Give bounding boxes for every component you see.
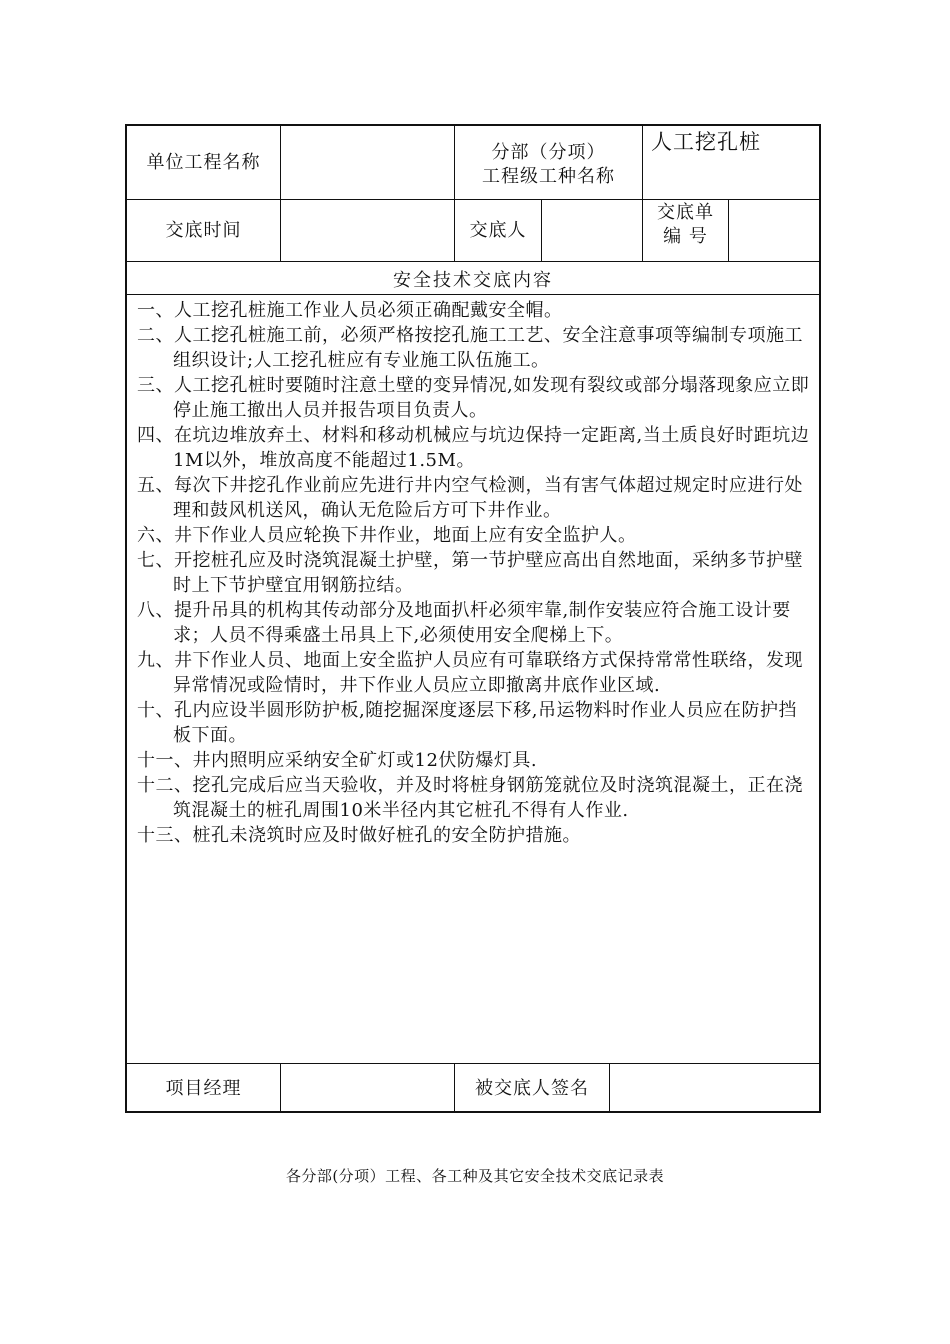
- row-divider: [127, 261, 819, 262]
- project-manager-field[interactable]: [281, 1064, 454, 1113]
- list-item: 五、每次下井挖孔作业前应先进行井内空气检测，当有害气体超过规定时应进行处理和鼓风机送风，确认无危险后方可下井作业。: [137, 475, 803, 521]
- list-item: 八、提升吊具的机构其传动部分及地面扒杆必须牢靠,制作安装应符合施工设计要求；人员不得乘盛土吊具上下,必须使用安全爬梯上下。: [137, 600, 791, 646]
- briefing-content: [137, 298, 811, 848]
- briefing-time-field[interactable]: [281, 200, 454, 261]
- briefing-time-label: 交底时间: [165, 219, 242, 241]
- form-no-label: [643, 200, 728, 251]
- list-item: 六、井下作业人员应轮换下井作业，地面上应有安全监护人。: [137, 525, 637, 546]
- list-item: 十三、桩孔未浇筑时应及时做好桩孔的安全防护措施。: [137, 825, 581, 846]
- briefer-label: 交底人: [469, 219, 527, 241]
- list-item: 二、人工挖孔桩施工前，必须严格按挖孔施工工艺、安全注意事项等编制专项施工组织设计;人工挖孔桩应有专业施工队伍施工。: [137, 325, 803, 371]
- sub-project-value[interactable]: 人工挖孔桩: [651, 130, 761, 154]
- list-item: 十、孔内应设半圆形防护板,随挖掘深度逐层下移,吊运物料时作业人员应在防护挡板下面。: [137, 700, 797, 746]
- recipient-signature-field[interactable]: [610, 1064, 819, 1113]
- list-item: 十一、井内照明应采纳安全矿灯或12伏防爆灯具.: [137, 750, 538, 771]
- list-item: 一、人工挖孔桩施工作业人员必须正确配戴安全帽。: [137, 300, 563, 321]
- sub-project-label: [455, 126, 642, 199]
- briefer-field[interactable]: [542, 200, 642, 261]
- form-no-label-line2: 编 号: [663, 226, 708, 247]
- project-manager-label: 项目经理: [165, 1077, 242, 1099]
- sub-project-label-line1: 分部（分项）: [491, 141, 606, 163]
- recipient-signature-label: 被交底人签名: [475, 1077, 589, 1099]
- section-title: 安全技术交底内容: [393, 270, 553, 291]
- form-no-label-line1: 交底单: [657, 202, 714, 223]
- list-item: 三、人工挖孔桩时要随时注意土壁的变异情况,如发现有裂纹或部分塌落现象应立即停止施工撤出人员并报告项目负责人。: [137, 375, 810, 421]
- safety-briefing-form: [125, 124, 821, 1113]
- list-item: 四、在坑边堆放弃土、材料和移动机械应与坑边保持一定距离,当土质良好时距坑边1M以外，堆放高度不能超过1.5M。: [137, 425, 810, 471]
- list-item: 十二、挖孔完成后应当天验收，并及时将桩身钢筋笼就位及时浇筑混凝土，正在浇筑混凝土的桩孔周围10米半径内其它桩孔不得有人作业.: [137, 775, 803, 821]
- unit-project-label: 单位工程名称: [146, 151, 261, 173]
- form-no-field[interactable]: [729, 200, 819, 261]
- list-item: 七、开挖桩孔应及时浇筑混凝土护壁，第一节护壁应高出自然地面，采纳多节护壁时上下节护壁宜用钢筋拉结。: [137, 550, 803, 596]
- list-item: 九、井下作业人员、地面上安全监护人员应有可靠联络方式保持常常性联络，发现异常情况或险情时，井下作业人员应立即撤离井底作业区域.: [137, 650, 803, 696]
- sub-project-label-line2: 工程级工种名称: [482, 165, 615, 187]
- document-footer-title: 各分部(分项）工程、各工种及其它安全技术交底记录表: [285, 1167, 665, 1185]
- unit-project-field[interactable]: [281, 126, 454, 199]
